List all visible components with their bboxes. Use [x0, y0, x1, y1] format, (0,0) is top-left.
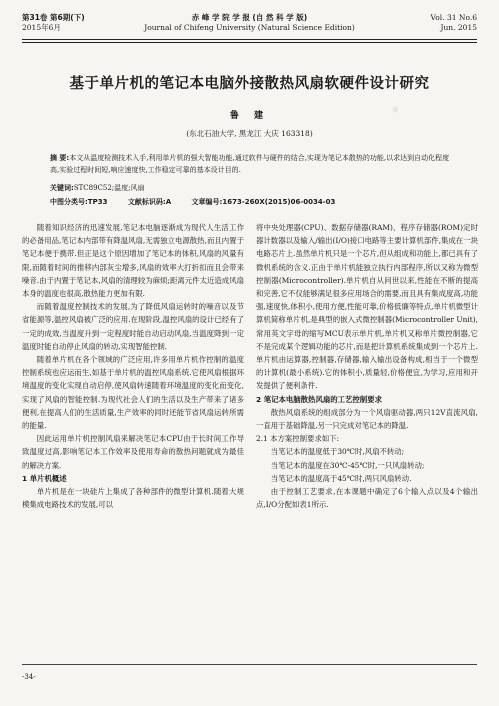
- list-item: 当笔记本的温度低于30℃时,风扇不转动;: [270, 447, 405, 457]
- paragraph: 而随着温度控制技术的发展,为了降低风扇运转时的噪音以及节省能源等,温控风扇被广泛的应用.在现阶段,温控风扇的设计已经有了一定的成效,当温度升到一定程度时能自动启动风扇,当温度降到一定温度时能自动停止风扇的转动,实现智能控制.: [22, 302, 244, 351]
- volume-issue: 第31卷 第6期(下): [22, 13, 85, 22]
- list-item: 当笔记本的温度在30℃-45℃时,一只风扇转动;: [270, 460, 425, 470]
- clc-number: 中图分类号:TP33: [50, 198, 108, 206]
- section-heading: 1 单片机概述: [22, 473, 67, 483]
- issue-info-en: [431, 13, 477, 33]
- header-rule-thin: [22, 42, 477, 43]
- footer-rule: [22, 664, 477, 665]
- section-heading: 2 笔记本电脑散热风扇的工艺控制要求: [256, 394, 382, 404]
- issue-date: 2015年6月: [22, 23, 61, 32]
- author-affiliation: (东北石油大学, 黑龙江 大庆 163318): [186, 129, 313, 138]
- keywords-label: 关键词:: [50, 184, 74, 192]
- journal-name-en: Journal of Chifeng University (Natural Science Edition): [144, 23, 355, 32]
- abstract-text: 本文从温度检测技术入手,利用单片机的强大智能功能,通过软件与硬件的结合,实现为笔记本散热的功能,以求达到自动化程度高,实验过程时间短,响应速度快,工作稳定可靠的基本设计目的.: [50, 154, 450, 174]
- document-code: 文献标识码:A: [127, 198, 172, 206]
- paragraph: 散热风扇系统的组成部分为一个风扇驱动器,两只12V直流风扇,一直用于基础降温,另一只完成对笔记本的降温.: [256, 407, 478, 431]
- classification-line: [50, 196, 470, 208]
- running-header: [22, 13, 477, 43]
- paragraph: 将中央处理器(CPU)、数据存储器(RAM)、程序存储器(ROM)定时器计数器以及输入/输出(I/O)接口电路等主要计算机部件,集成在一块电路芯片上.虽然单片机只是一个芯片,但从组成和功能上,都已具有了微机系统的含义.正由于单片机能独立执行内部程序,所以又称为微型控制器(Microcontroller).单片机自从问世以来,性能在不断的提高和完善,它不仅能够满足很多应用场合的需要,而且具有集成度高,功能强,速度快,体积小,使用方便,性能可靠,价格低廉等特点,单片机微型计算机简称单片机,是典型的嵌入式微控制器(Microcontroller Unit),常用英文字母的缩写MCU表示单片机,单片机又称单片微控制器,它不是完成某个逻辑功能的芯片,而是把计算机系统集成到一个芯片上.单片机由运算器,控制器,存储器,输入输出设备构成,相当于一个微型的计算机(最小系统).它的体积小,质量轻,价格便宜,为学习,应用和开发提供了便利条件.: [256, 223, 478, 391]
- journal-name-cn: 赤 峰 学 院 学 报 (自 然 科 学 版): [191, 13, 308, 22]
- watermark-icon: ▪: [389, 103, 402, 116]
- paragraph: 随着单片机在各个领域的广泛应用,许多用单片机作控制的温度控制系统也应运而生,如基于单片机的温控风扇系统.它使风扇根据环境温度的变化实现自动启停,使风扇转速随着环境温度的变化而变化,实现了风扇的智能控制.为现代社会人们的生活以及生产带来了诸多便利,在提高人们的生活质量,生产效率的同时还能节省风扇运转所需的能量.: [22, 355, 244, 431]
- keywords: [50, 182, 450, 194]
- subsection-heading: 2.1 本方案控制要求如下:: [256, 434, 340, 444]
- abstract-label: 摘 要:: [50, 154, 70, 162]
- paragraph: 单片机是在一块硅片上集成了各种部件的微型计算机.随着大规模集成电路技术的发展,可以: [22, 487, 244, 510]
- keywords-text: STC89C52;温度;风扇: [73, 184, 145, 192]
- right-column: [256, 221, 478, 511]
- paragraph: 由于控制工艺要求,在本课题中确定了6个输入点以及4个输出点,I/O分配如表1所示.: [256, 487, 478, 510]
- abstract: [50, 152, 450, 176]
- article-number: 文章编号:1673-260X(2015)06-0034-03: [191, 198, 336, 206]
- left-column: [22, 221, 244, 511]
- paragraph: 因此运用单片机控制风扇来解决笔记本CPU由于长时间工作导致温度过高,影响笔记本工作效率及使用寿命的散热问题就成为最佳的解决方案.: [22, 434, 244, 470]
- list-item: 当笔记本的温度高于45℃时,两只风扇转动.: [270, 473, 412, 483]
- paragraph: 随着知识经济的迅速发展,笔记本电脑逐渐成为现代人生活工作的必备用品,笔记本内部带有降温风扇,无需独立电源散热,而且内置于笔记本便于携带.但正是这个原因增加了笔记本的体积,风扇的风量有限,而随着时间的推移内部灰尘增多,风扇的效率大打折扣而且会带来噪音.由于内置于笔记本,风扇的清理较为麻烦;距离元件太近造成风扇本身的温度也很高,散热能力更加有限.: [22, 223, 244, 299]
- page-number: -34-: [22, 673, 36, 681]
- volume-issue-en: Vol. 31 No.6: [430, 13, 477, 22]
- issue-date-en: Jun. 2015: [440, 23, 477, 32]
- article-title: 基于单片机的笔记本电脑外接散热风扇软硬件设计研究: [69, 76, 430, 92]
- header-rule: [22, 39, 477, 40]
- author-name: 鲁 建: [229, 111, 270, 121]
- journal-name: [22, 13, 477, 33]
